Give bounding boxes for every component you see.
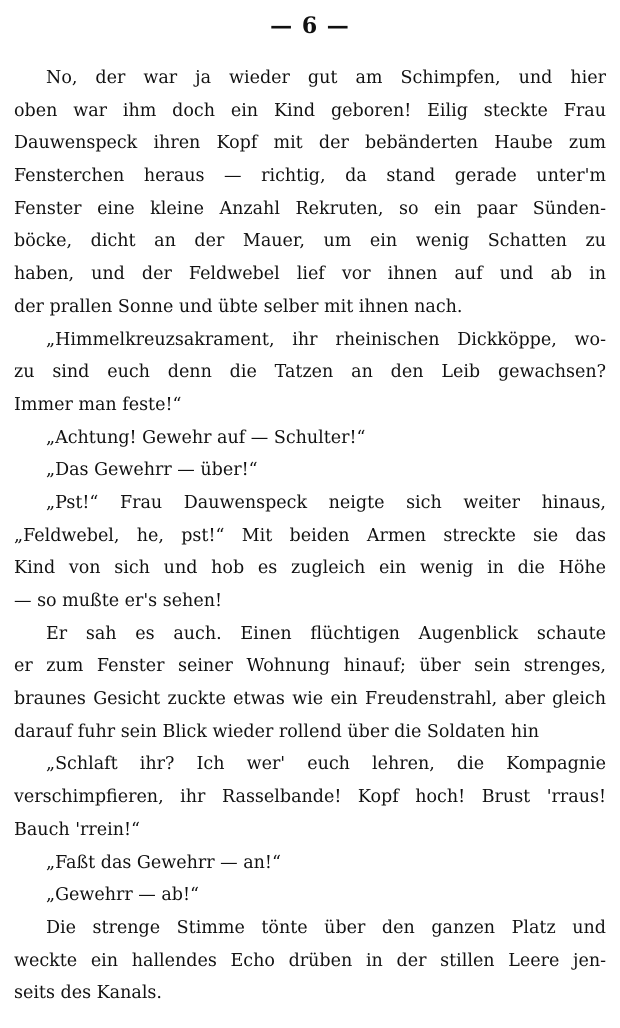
text-line: „Faßt das Gewehrr — an!“ <box>46 852 281 873</box>
text-line: darauf fuhr sein Blick wieder rollend über die Soldaten hin <box>14 721 539 742</box>
text-line: zu sind euch denn die Tatzen an den Leib gewachsen? <box>14 362 606 383</box>
text-line: Fenster eine kleine Anzahl Rekruten, so ein paar Sünden- <box>14 198 606 219</box>
text-line: „Feldwebel, he, pst!“ Mit beiden Armen streckte sie das <box>14 525 606 546</box>
text-line: No, der war ja wieder gut am Schimpfen, und hier <box>46 68 606 88</box>
text-line: verschimpfieren, ihr Rasselbande! Kopf hoch! Brust 'rraus! <box>14 787 606 808</box>
text-line: oben war ihm doch ein Kind geboren! Eilig steckte Frau <box>14 100 606 121</box>
book-page <box>14 6 606 1010</box>
text-line: Bauch 'rrein!“ <box>14 819 140 840</box>
text-line: böcke, dicht an der Mauer, um ein wenig Schatten zu <box>14 231 606 252</box>
text-line: Immer man feste!“ <box>14 394 182 415</box>
text-line: haben, und der Feldwebel lief vor ihnen auf und ab in <box>14 264 606 285</box>
text-line: „Das Gewehrr — über!“ <box>46 460 258 481</box>
text-line: der prallen Sonne und übte selber mit ihnen nach. <box>14 296 463 317</box>
text-line: er zum Fenster seiner Wohnung hinauf; über sein strenges, <box>14 656 606 677</box>
text-line: Kind von sich und hob es zugleich ein wenig in die Höhe <box>14 558 606 579</box>
text-line: Fensterchen heraus — richtig, da stand gerade unter'm <box>14 166 606 187</box>
text-line: Er sah es auch. Einen flüchtigen Augenblick schaute <box>46 623 606 644</box>
page-number: — 6 — <box>270 13 350 39</box>
text-line: „Gewehrr — ab!“ <box>46 885 199 906</box>
text-line: — so mußte er's sehen! <box>14 591 222 611</box>
text-line: Dauwenspeck ihren Kopf mit der bebänderten Haube zum <box>14 133 606 154</box>
text-line: „Himmelkreuzsakrament, ihr rheinischen Dickköppe, wo- <box>46 329 606 350</box>
text-line: Die strenge Stimme tönte über den ganzen Platz und <box>46 917 606 938</box>
body-text <box>14 62 606 1010</box>
text-line: „Achtung! Gewehr auf — Schulter!“ <box>46 427 366 448</box>
text-line: seits des Kanals. <box>14 983 162 1004</box>
text-line: „Schlaft ihr? Ich wer' euch lehren, die Kompagnie <box>46 754 606 775</box>
text-line: „Pst!“ Frau Dauwenspeck neigte sich weiter hinaus, <box>46 492 606 513</box>
text-line: weckte ein hallendes Echo drüben in der stillen Leere jen- <box>14 950 606 971</box>
text-line: braunes Gesicht zuckte etwas wie ein Freudenstrahl, aber gleich <box>14 689 606 710</box>
